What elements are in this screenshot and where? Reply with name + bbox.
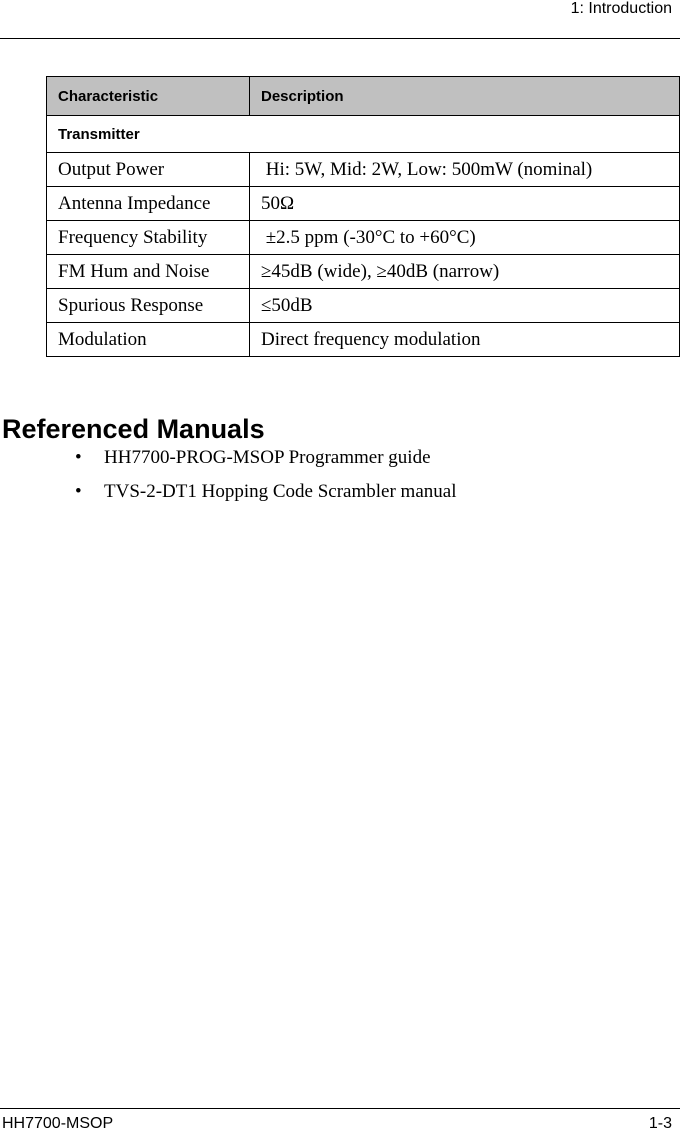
footer-page-number: 1-3 [648,1115,672,1132]
table-header-row [47,77,680,116]
characteristic-cell: Frequency Stability [47,221,250,255]
section-label-transmitter: Transmitter [47,116,680,153]
bullet-icon: • [75,481,82,502]
table-row [47,153,680,187]
manual-title: TVS-2-DT1 Hopping Code Scrambler manual [104,481,457,502]
referenced-manuals-heading: Referenced Manuals [2,414,265,444]
description-cell: ≤50dB [250,289,680,323]
characteristic-cell: Spurious Response [47,289,250,323]
characteristic-cell: Modulation [47,323,250,357]
table-row [47,289,680,323]
footer-document-id: HH7700-MSOP [2,1115,114,1132]
column-header-characteristic: Characteristic [47,77,250,116]
page-header-chapter: 1: Introduction [570,0,672,17]
manual-title: HH7700-PROG-MSOP Programmer guide [104,447,431,468]
description-cell: 50Ω [250,187,680,221]
characteristic-cell: FM Hum and Noise [47,255,250,289]
table-row [47,255,680,289]
column-header-description: Description [250,77,680,116]
description-cell: Direct frequency modulation [250,323,680,357]
table-row [47,187,680,221]
table-section-row [47,116,680,153]
table-row [47,221,680,255]
footer-divider [0,1108,680,1109]
description-cell: ±2.5 ppm (-30°C to +60°C) [250,221,680,255]
header-divider [0,38,680,39]
description-cell: Hi: 5W, Mid: 2W, Low: 500mW (nominal) [250,153,680,187]
transmitter-spec-table [46,76,680,357]
description-cell: ≥45dB (wide), ≥40dB (narrow) [250,255,680,289]
characteristic-cell: Output Power [47,153,250,187]
characteristic-cell: Antenna Impedance [47,187,250,221]
bullet-icon: • [75,447,82,468]
table-row [47,323,680,357]
